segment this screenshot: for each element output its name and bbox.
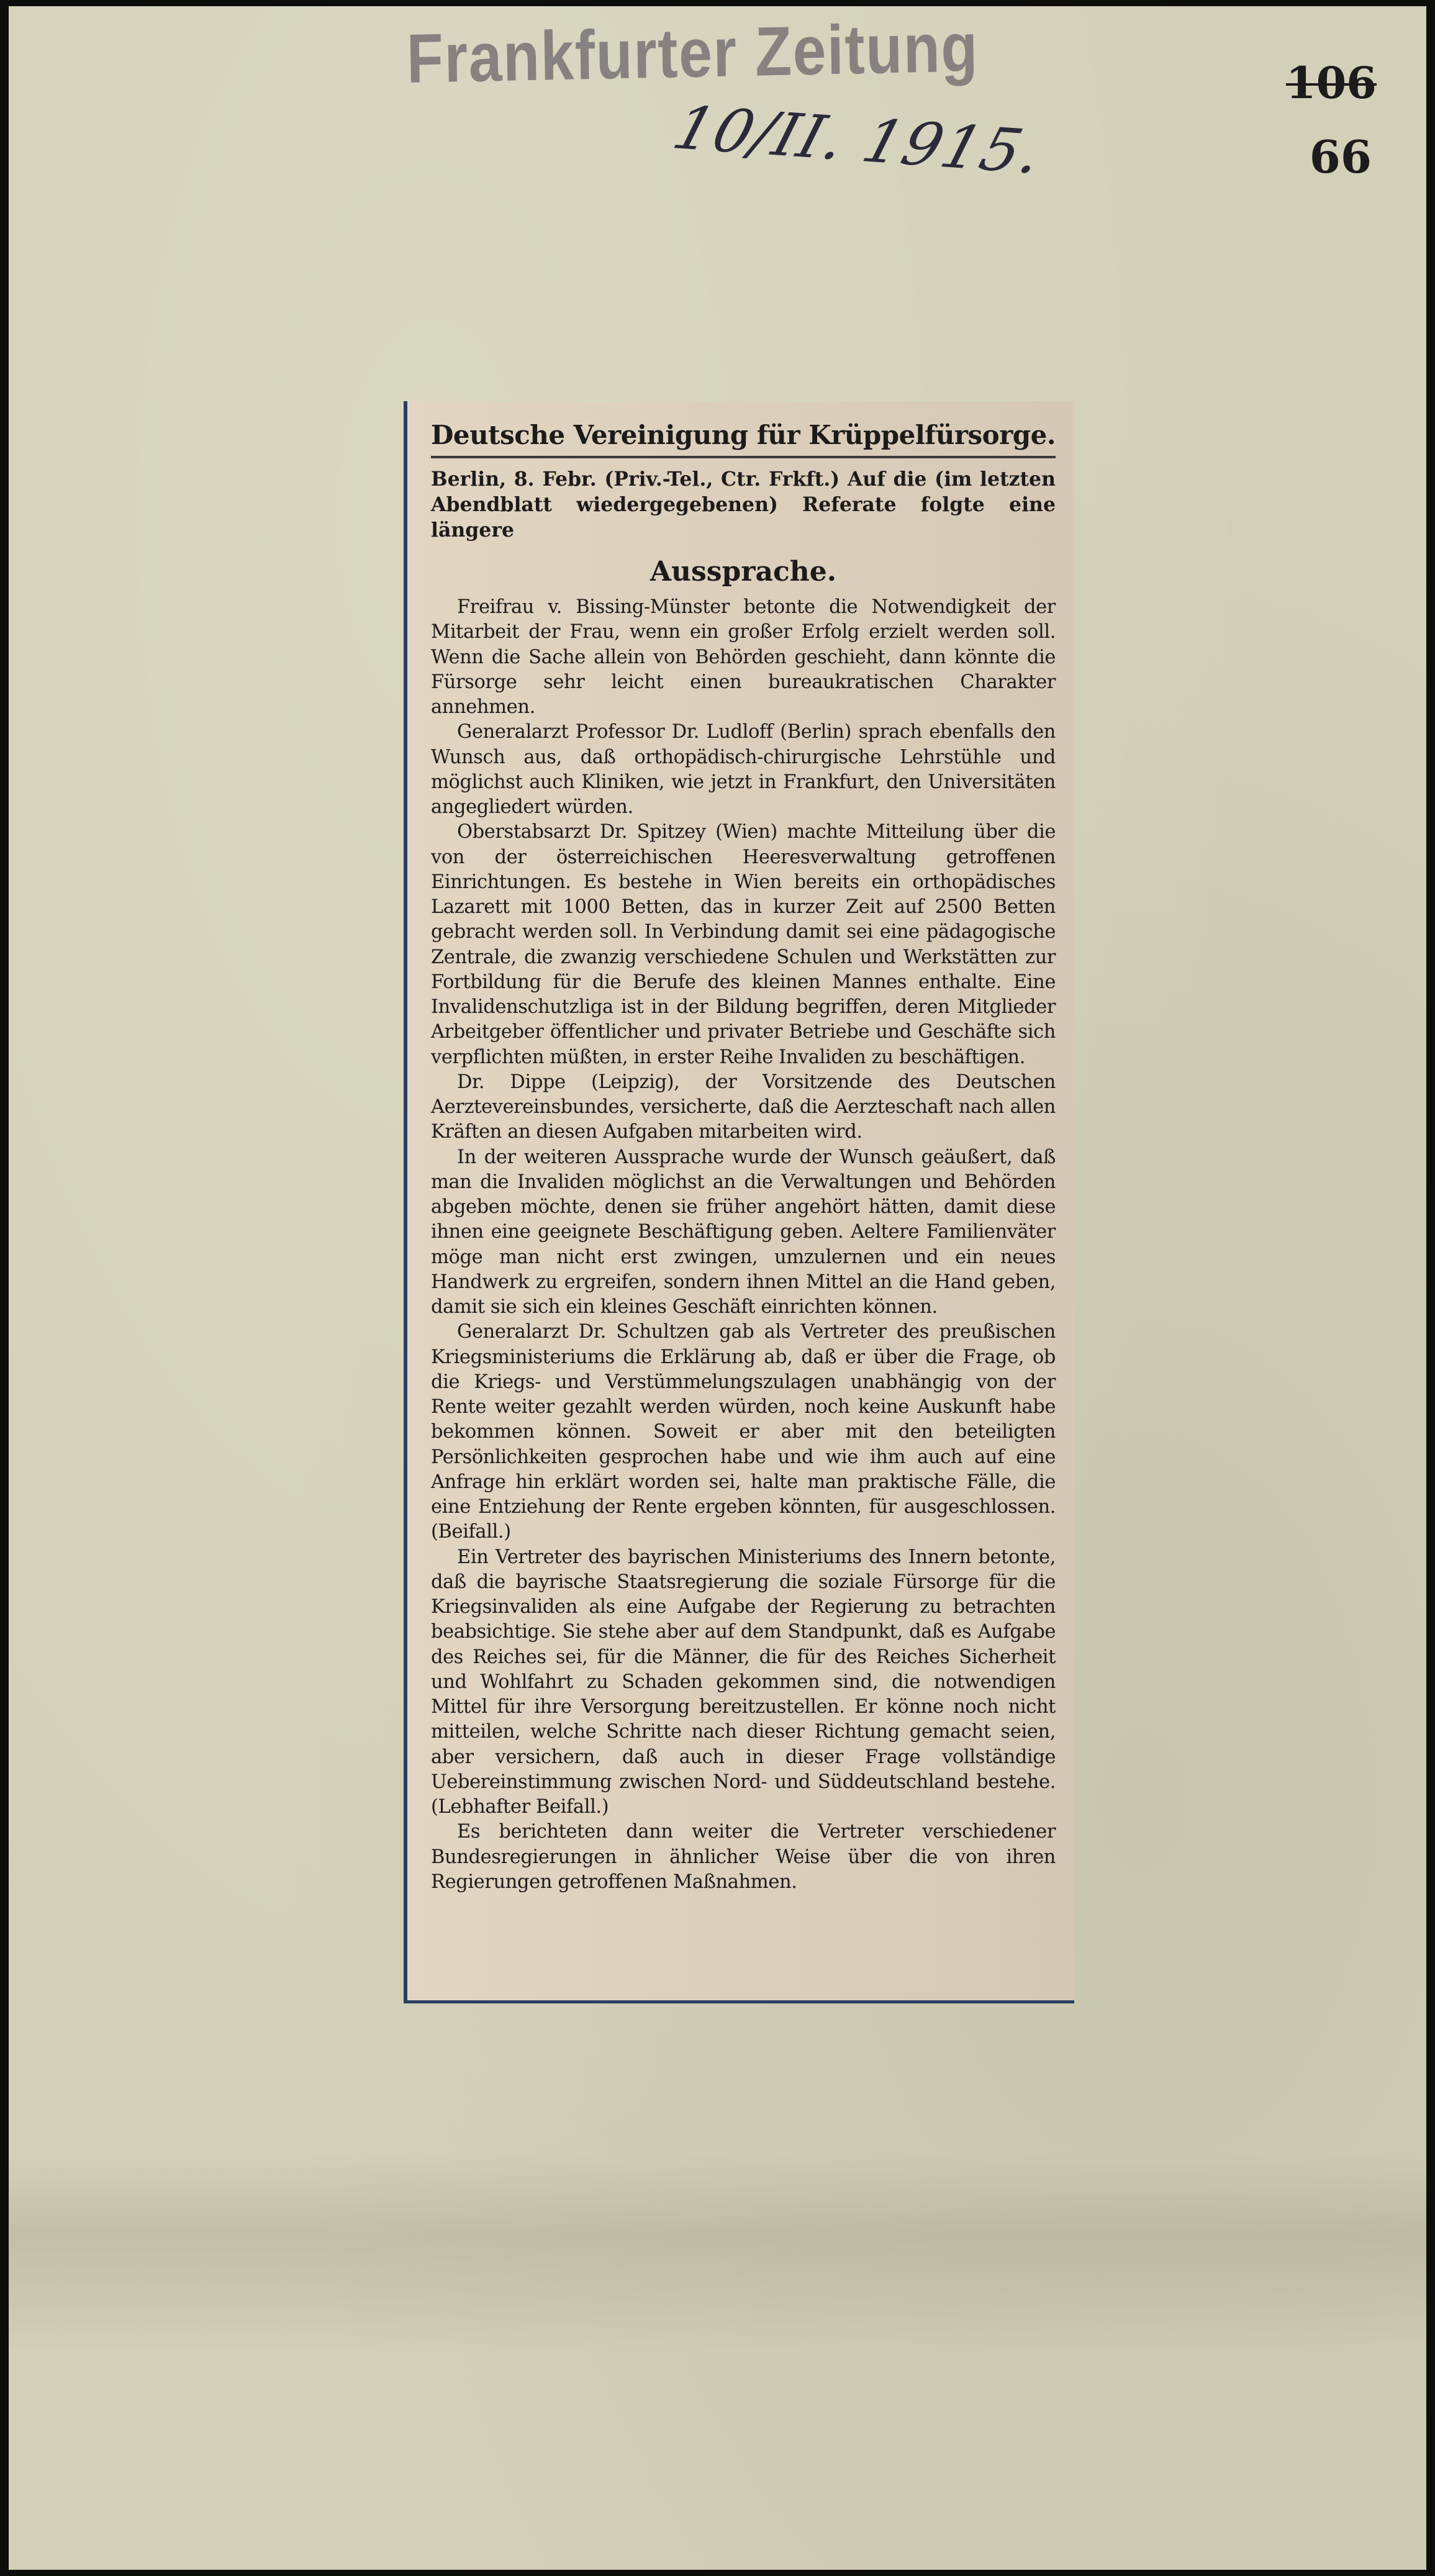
newspaper-clipping <box>404 401 1074 2003</box>
article-paragraph: Ein Vertreter des bayrischen Ministeriums des Innern betonte, daß die bayrische Staatsregierung die soziale Fürsorge für die Kriegsinvaliden als eine Aufgabe der Regierung zu betrachten beabsichtige. Sie stehe aber auf dem Standpunkt, daß es Aufgabe des Reiches sei, für die Männer, die für des Reiches Sicherheit und Wohlfahrt zu Schaden gekommen sind, die notwendigen Mittel für ihre Versorgung bereitzustellen. Er könne noch nicht mitteilen, welche Schritte nach dieser Richtung gemacht seien, aber versichern, daß auch in dieser Frage vollständige Uebereinstimmung zwischen Nord- und Süddeutschland bestehe. (Lebhafter Beifall.) <box>431 1546 1056 1818</box>
newspaper-stamp: Frankfurter Zeitung <box>406 8 979 98</box>
clipping-heading: Deutsche Vereinigung für Krüppelfürsorge. <box>431 420 1056 458</box>
article-paragraph: Generalarzt Dr. Schultzen gab als Vertreter des preußischen Kriegsministeriums die Erklärung ab, daß er über die Frage, ob die Kriegs- und Verstümmelungszulagen unabhängig von der Rente weiter gezahlt werden würden, noch keine Auskunft habe bekommen können. Soweit er aber mit den beteiligten Persönlichkeiten gesprochen habe und wie ihm auch auf eine Anfrage hin erklärt worden sei, halte man praktische Fälle, die eine Entziehung der Rente ergeben könnten, für ausgeschlossen. (Beifall.) <box>431 1321 1056 1543</box>
article-paragraph: Dr. Dippe (Leipzig), der Vorsitzende des Deutschen Aerztevereinsbundes, versicherte, daß die Aerzteschaft nach allen Kräften an diesen Aufgaben mitarbeiten wird. <box>431 1071 1056 1143</box>
article-paragraph: Es berichteten dann weiter die Vertreter verschiedener Bundesregierungen in ähnlicher Weise über die von ihren Regierungen getroffenen Maßnahmen. <box>431 1821 1056 1893</box>
section-heading: Aussprache. <box>650 556 837 588</box>
article-paragraph: Oberstabsarzt Dr. Spitzey (Wien) machte Mitteilung über die von der österreichischen Heeresverwaltung getroffenen Einrichtungen. Es bestehe in Wien bereits ein orthopädisches Lazarett mit 1000 Betten, das in kurzer Zeit auf 2500 Betten gebracht werden soll. In Verbindung damit sei eine pädagogische Zentrale, die zwanzig verschiedene Schulen und Werkstätten zur Fortbildung für die Berufe des kleinen Mannes enthalte. Eine Invalidenschutzliga ist in der Bildung begriffen, deren Mitglieder Arbeitgeber öffentlicher und privater Betriebe und Geschäfte sich verpflichten müßten, in erster Reihe Invaliden zu beschäftigen. <box>431 821 1056 1068</box>
archive-sheet <box>9 6 1426 2570</box>
archive-number: 66 <box>1309 130 1372 183</box>
archive-number-struck: 106 <box>1285 57 1377 109</box>
article-paragraph: Freifrau v. Bissing-Münster betonte die Notwendigkeit der Mitarbeit der Frau, wenn ein großer Erfolg erzielt werden soll. Wenn die Sache allein von Behörden geschieht, dann könnte die Fürsorge sehr leicht einen bureaukratischen Charakter annehmen. <box>431 596 1056 719</box>
article-paragraph: Generalarzt Professor Dr. Ludloff (Berlin) sprach ebenfalls den Wunsch aus, daß orthopädisch-chirurgische Lehrstühle und möglichst auch Kliniken, wie jetzt in Frankfurt, den Universitäten angegliedert würden. <box>431 721 1056 819</box>
article-paragraph: In der weiteren Aussprache wurde der Wunsch geäußert, daß man die Invaliden möglichst an die Verwaltungen und Behörden abgeben möchte, denen sie früher angehört hätten, damit diese ihnen eine geeignete Beschäftigung geben. Aeltere Familienväter möge man nicht erst zwingen, umzulernen und ein neues Handwerk zu ergreifen, sondern ihnen Mittel an die Hand geben, damit sie sich ein kleines Geschäft einrichten können. <box>431 1146 1056 1318</box>
clipping-dateline: Berlin, 8. Febr. (Priv.-Tel., Ctr. Frkft.) Auf die (im letzten Abendblatt wiedergegebenen) Referate folgte eine längere <box>431 468 1056 542</box>
handwritten-date: 10/II. 1915. <box>666 93 1051 188</box>
